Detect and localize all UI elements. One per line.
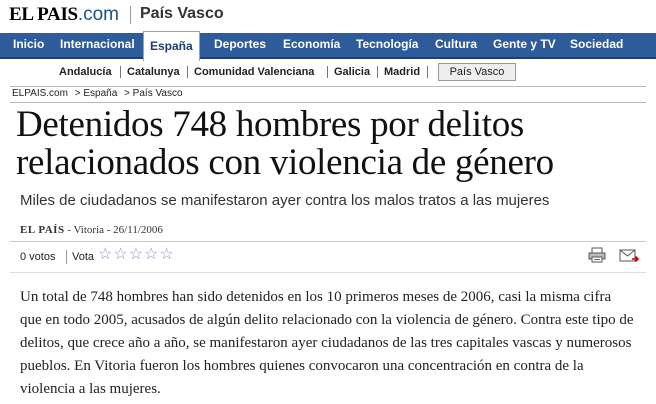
logo-dotcom: .com	[77, 4, 120, 25]
nav-item-espana[interactable]: España	[143, 31, 200, 61]
subnav-item-pais-vasco[interactable]: País Vasco	[438, 63, 516, 81]
nav-item-tecnologia[interactable]: Tecnología	[356, 37, 419, 51]
regional-subnav	[0, 59, 656, 85]
elpais-logo[interactable]	[9, 4, 119, 26]
star-rating	[98, 247, 174, 263]
nav-item-cultura[interactable]: Cultura	[435, 37, 477, 51]
envelope-icon[interactable]	[619, 249, 639, 263]
divider	[10, 102, 646, 103]
nav-item-sociedad[interactable]: Sociedad	[570, 37, 624, 51]
subnav-item-madrid[interactable]: Madrid	[384, 66, 421, 78]
vote-count: 0 votos	[20, 251, 56, 263]
breadcrumb	[12, 88, 187, 99]
star-outline-icon[interactable]: ☆	[144, 246, 159, 263]
star-outline-icon[interactable]: ☆	[113, 246, 128, 263]
nav-item-economia[interactable]: Economía	[283, 37, 341, 51]
subnav-item-catalunya[interactable]: Catalunya	[127, 66, 180, 78]
subnav-divider	[327, 66, 328, 78]
nav-item-gente-tv[interactable]: Gente y TV	[493, 37, 556, 51]
article-body: Un total de 748 hombres han sido detenidos en los 10 primeros meses de 2006, casi la misma cifra que en todo 2005, acusados de algún delito relacionado con la violencia de género. Contra este tipo de delitos, que crece año a año, se manifestaron ayer ciudadanos de las tres capitales vascas y numerosos pueblos. En Vitoria fueron los hombres quienes convocaron una concentración en contra de la violencia a las mujeres.	[20, 289, 634, 397]
byline-source: EL PAÍS	[20, 224, 65, 236]
nav-item-deportes[interactable]: Deportes	[214, 37, 267, 51]
byline-place-date: - Vitoria - 26/11/2006	[64, 224, 163, 236]
nav-item-internacional[interactable]: Internacional	[60, 37, 135, 51]
logo-divider	[130, 6, 131, 24]
subnav-item-comunidad-valenciana[interactable]: Comunidad Valenciana	[194, 66, 315, 78]
star-outline-icon[interactable]: ☆	[159, 246, 174, 263]
breadcrumb-home[interactable]: ELPAIS.com	[12, 88, 68, 99]
divider	[10, 86, 646, 87]
vote-label: Vota	[72, 251, 95, 263]
article-headline: Detenidos 748 hombres por delitos relacionados con violencia de género	[16, 104, 554, 183]
breadcrumb-pais-vasco[interactable]: > País Vasco	[124, 88, 183, 99]
article-byline	[20, 224, 163, 236]
subnav-divider	[187, 66, 188, 78]
subnav-divider	[377, 66, 378, 78]
breadcrumb-espana[interactable]: > España	[74, 88, 118, 99]
article-subheadline: Miles de ciudadanos se manifestaron ayer contra los malos tratos a las mujeres	[20, 192, 550, 209]
star-outline-icon[interactable]: ☆	[128, 246, 144, 263]
divider	[10, 241, 646, 242]
divider	[66, 250, 67, 264]
star-outline-icon[interactable]: ☆	[98, 246, 113, 263]
logo-brand: EL PAIS	[9, 4, 78, 25]
divider	[10, 272, 646, 273]
subnav-item-galicia[interactable]: Galicia	[334, 66, 371, 78]
main-navigation	[0, 33, 656, 59]
subnav-item-andalucia[interactable]: Andalucía	[59, 66, 112, 78]
nav-item-inicio[interactable]: Inicio	[13, 37, 45, 51]
subnav-divider	[120, 66, 121, 78]
subnav-divider	[427, 66, 428, 78]
section-title: País Vasco	[140, 5, 224, 22]
printer-icon[interactable]	[588, 247, 606, 263]
